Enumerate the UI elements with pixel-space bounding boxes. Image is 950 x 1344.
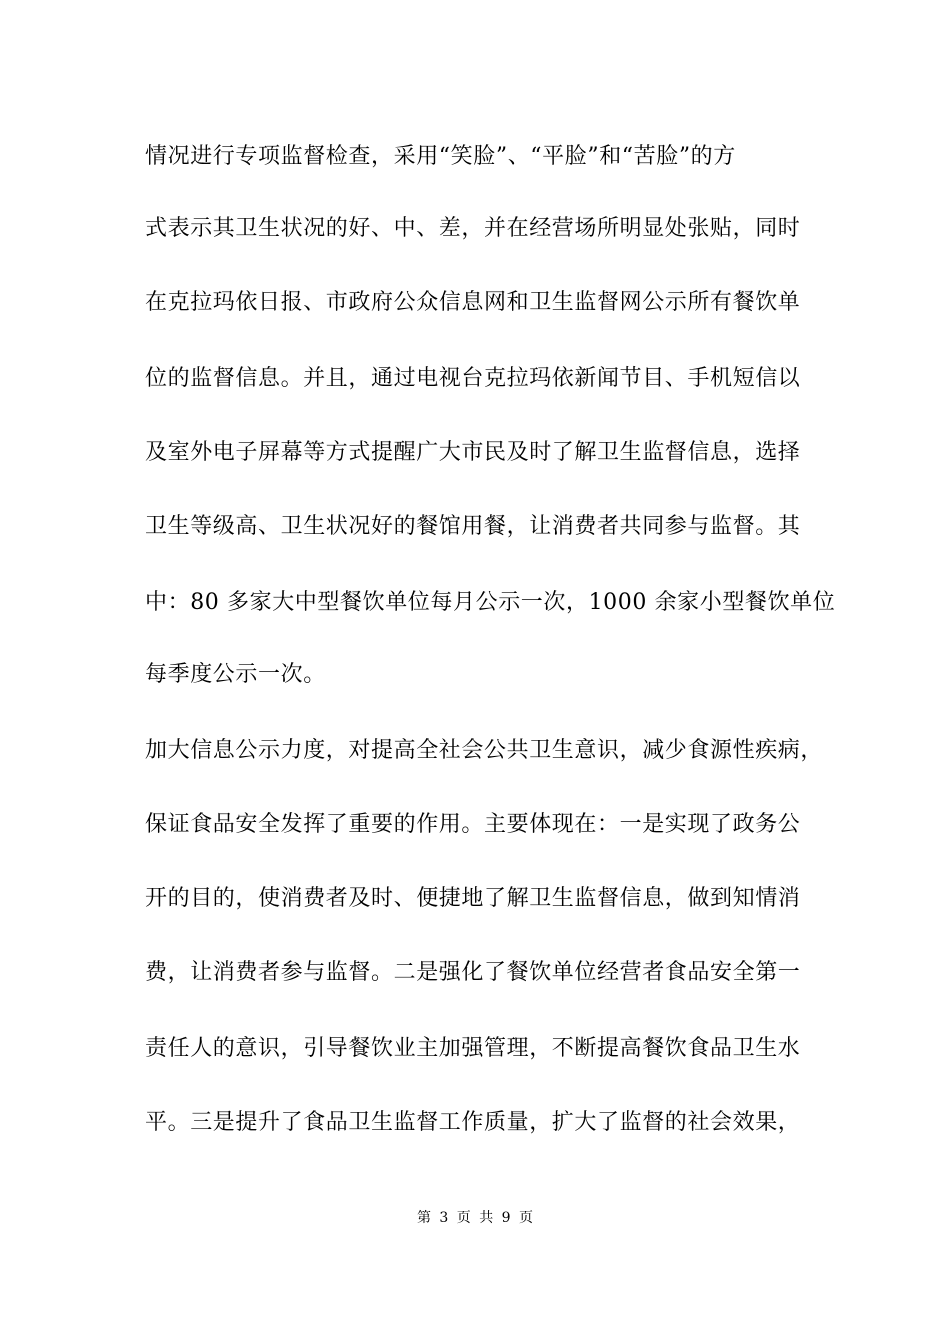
footer-prefix: 第 bbox=[416, 1210, 431, 1226]
page-footer bbox=[0, 1208, 950, 1228]
current-page-number: 3 bbox=[439, 1210, 449, 1226]
text-line: 开的目的，使消费者及时、便捷地了解卫生监督信息，做到知情消 bbox=[145, 886, 801, 911]
text-line: 及室外电子屏幕等方式提醒广大市民及时了解卫生监督信息，选择 bbox=[145, 440, 801, 465]
text-line: 保证食品安全发挥了重要的作用。主要体现在：一是实现了政务公 bbox=[145, 812, 801, 837]
text-line: 责任人的意识，引导餐饮业主加强管理，不断提高餐饮食品卫生水 bbox=[145, 1036, 801, 1061]
text-line: 情况进行专项监督检查，采用“笑脸”、“平脸”和“苦脸”的方 bbox=[145, 144, 736, 169]
text-line: 费，让消费者参与监督。二是强化了餐饮单位经营者食品安全第一 bbox=[145, 960, 801, 985]
text-line: 中：80 多家大中型餐饮单位每月公示一次，1000 余家小型餐饮单位 bbox=[145, 590, 836, 615]
text-line: 式表示其卫生状况的好、中、差，并在经营场所明显处张贴，同时 bbox=[145, 216, 801, 241]
total-page-number: 9 bbox=[501, 1210, 511, 1226]
text-line: 位的监督信息。并且，通过电视台克拉玛依新闻节目、手机短信以 bbox=[145, 366, 801, 391]
text-line: 在克拉玛依日报、市政府公众信息网和卫生监督网公示所有餐饮单 bbox=[145, 290, 801, 315]
text-line: 卫生等级高、卫生状况好的餐馆用餐，让消费者共同参与监督。其 bbox=[145, 514, 801, 539]
footer-page-word: 页 bbox=[456, 1210, 471, 1226]
footer-total-word: 共 bbox=[479, 1210, 494, 1226]
footer-suffix: 页 bbox=[519, 1210, 534, 1226]
text-line: 每季度公示一次。 bbox=[145, 662, 326, 687]
text-line: 加大信息公示力度，对提高全社会公共卫生意识，减少食源性疾病， bbox=[145, 738, 824, 763]
text-line: 平。三是提升了食品卫生监督工作质量，扩大了监督的社会效果， bbox=[145, 1110, 801, 1135]
